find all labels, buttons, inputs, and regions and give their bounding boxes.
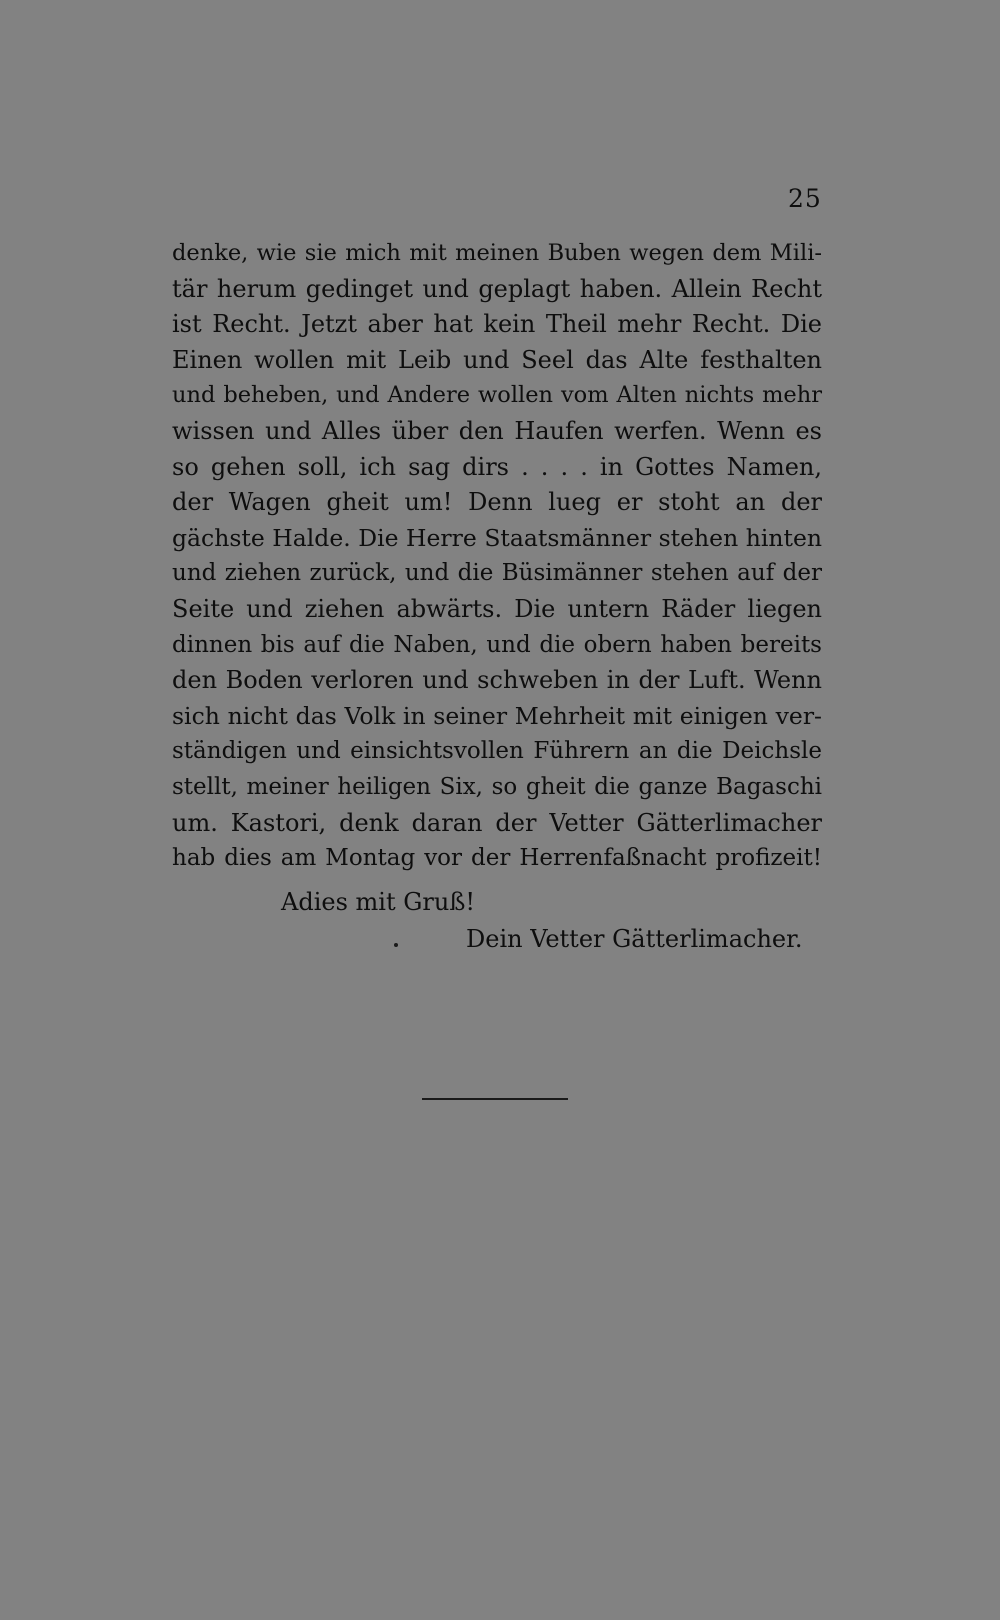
- text-line: so gehen soll, ich sag dirs . . . . in Gottes Namen,: [172, 452, 822, 481]
- signature: Dein Vetter Gätterlimacher.: [466, 925, 803, 953]
- text-line: Einen wollen mit Leib und Seel das Alte festhalten: [172, 345, 822, 374]
- text-line: und beheben, und Andere wollen vom Alten nichts mehr: [172, 382, 822, 409]
- text-line: ständigen und einsichtsvollen Führern an die Deichsle: [172, 738, 822, 765]
- text-line: tär herum gedinget und geplagt haben. Allein Recht: [172, 274, 822, 303]
- text-line: hab dies am Montag vor der Herrenfaßnacht profizeit!: [172, 845, 822, 872]
- text-line: und ziehen zurück, und die Büsimänner stehen auf der: [172, 560, 822, 587]
- text-line: dinnen bis auf die Naben, und die obern haben bereits: [172, 631, 822, 658]
- closing-greeting: Adies mit Gruß!: [281, 888, 476, 916]
- section-divider: [422, 1098, 568, 1100]
- page-number: 25: [788, 184, 822, 213]
- text-line: der Wagen gheit um! Denn lueg er stoht an der: [172, 488, 822, 517]
- text-line: Seite und ziehen abwärts. Die untern Räder liegen: [172, 594, 822, 623]
- text-line: stellt, meiner heiligen Six, so gheit die ganze Bagaschi: [172, 773, 822, 800]
- text-line: denke, wie sie mich mit meinen Buben wegen dem Mili-: [172, 240, 822, 266]
- text-line: sich nicht das Volk in seiner Mehrheit mit einigen ver-: [172, 701, 822, 730]
- text-line: gächste Halde. Die Herre Staatsmänner stehen hinten: [172, 523, 822, 552]
- text-line: wissen und Alles über den Haufen werfen. Wenn es: [172, 416, 822, 445]
- text-line: den Boden verloren und schweben in der Luft. Wenn: [172, 666, 822, 695]
- print-speck: [394, 943, 398, 947]
- text-line: ist Recht. Jetzt aber hat kein Theil mehr Recht. Die: [172, 310, 822, 339]
- body-text: [172, 236, 822, 877]
- text-line: um. Kastori, denk daran der Vetter Gätterlimacher: [172, 808, 822, 837]
